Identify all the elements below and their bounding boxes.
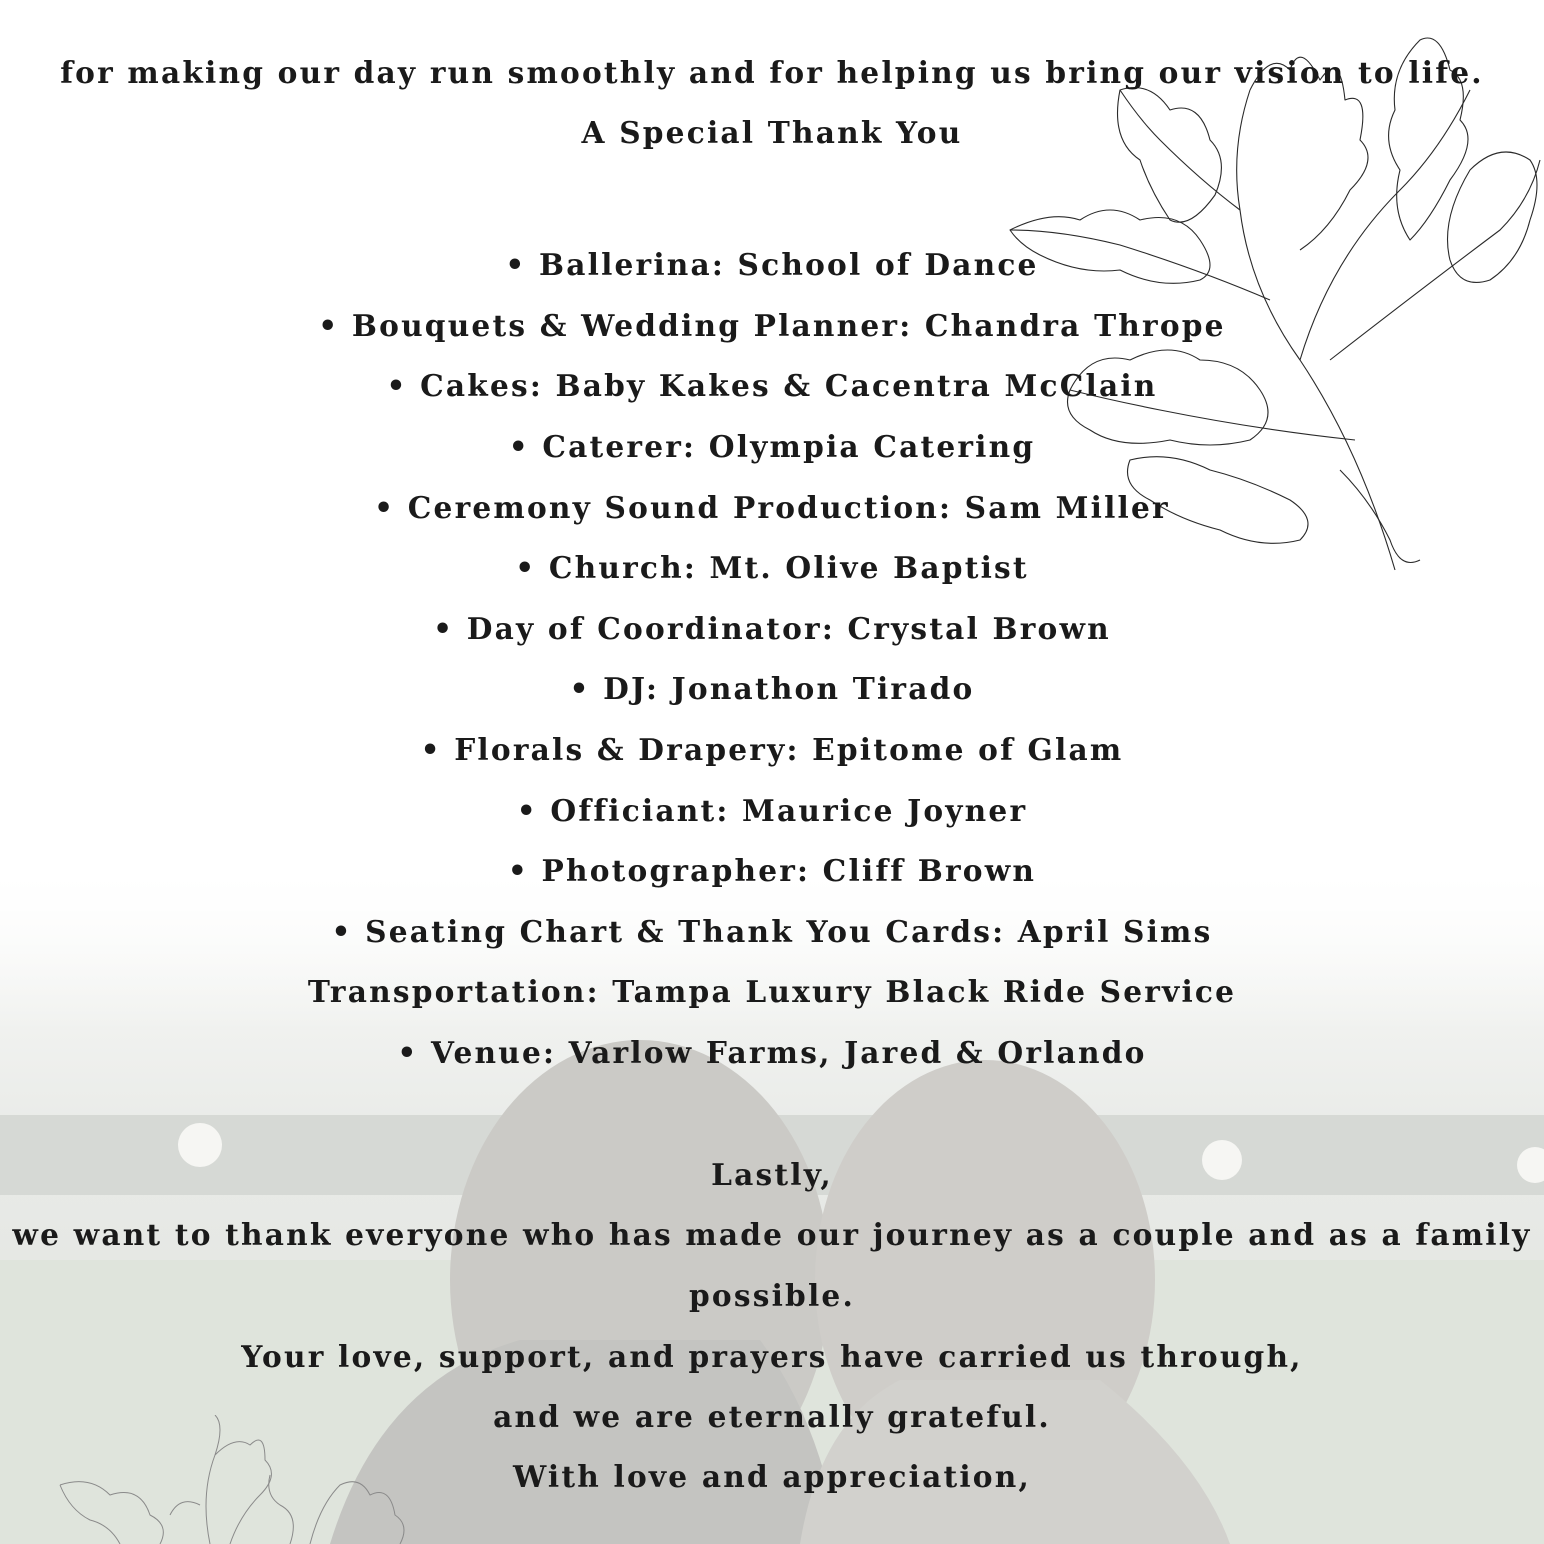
thanks-line-2: possible. <box>689 1278 855 1313</box>
intro-line: for making our day run smoothly and for helping us bring our vision to life. <box>60 55 1484 90</box>
love-support-line: Your love, support, and prayers have carried us through, <box>241 1339 1303 1374</box>
vendor-item: • Ceremony Sound Production: Sam Miller <box>374 490 1170 525</box>
thanks-line-1: we want to thank everyone who has made our journey as a couple and as a family <box>12 1217 1532 1252</box>
vendor-item: • Day of Coordinator: Crystal Brown <box>433 611 1111 646</box>
vendor-item: • Caterer: Olympia Catering <box>508 429 1036 464</box>
vendor-item: • Photographer: Cliff Brown <box>507 853 1037 888</box>
lastly-line: Lastly, <box>711 1157 833 1192</box>
vendor-item: • DJ: Jonathon Tirado <box>569 671 975 706</box>
vendor-item: Transportation: Tampa Luxury Black Ride Service <box>307 974 1237 1009</box>
vendor-item: • Bouquets & Wedding Planner: Chandra Thrope <box>318 308 1226 343</box>
couple-photo-background <box>0 860 1544 1544</box>
vendor-item: • Church: Mt. Olive Baptist <box>515 550 1029 585</box>
vendor-item: • Ballerina: School of Dance <box>505 247 1039 282</box>
signoff-line: With love and appreciation, <box>513 1459 1031 1494</box>
vendor-item: • Seating Chart & Thank You Cards: April Sims <box>331 914 1213 949</box>
vendor-item: • Cakes: Baby Kakes & Cacentra McClain <box>386 368 1158 403</box>
grateful-line: and we are eternally grateful. <box>493 1399 1051 1434</box>
vendor-item: • Venue: Varlow Farms, Jared & Orlando <box>397 1035 1147 1070</box>
vendor-item: • Florals & Drapery: Epitome of Glam <box>420 732 1124 767</box>
special-thanks-heading: A Special Thank You <box>581 115 963 150</box>
vendor-item: • Officiant: Maurice Joyner <box>516 793 1028 828</box>
